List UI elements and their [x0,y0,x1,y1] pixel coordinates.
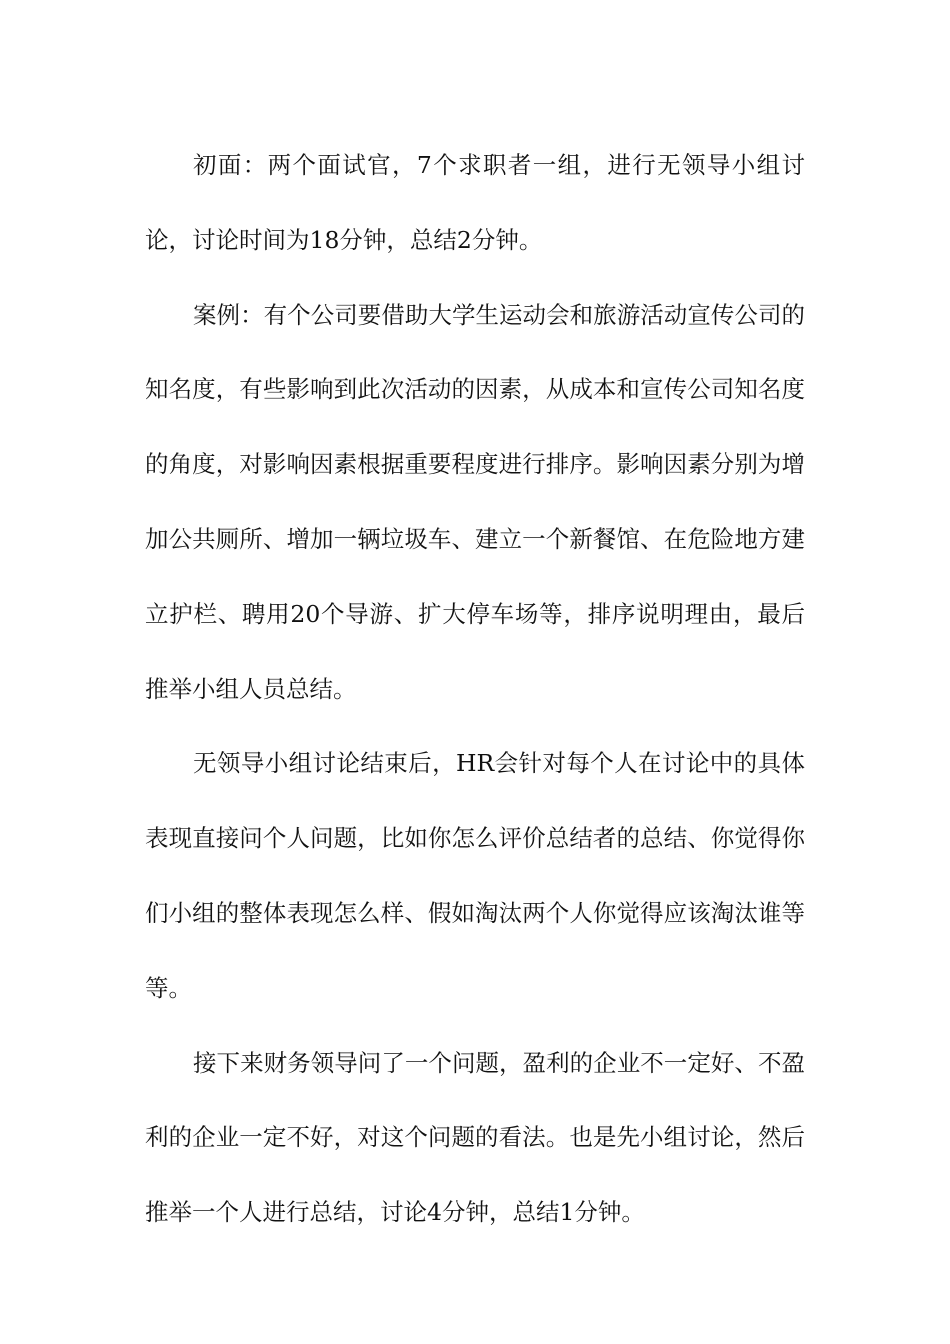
document-body [145,128,805,1250]
paragraph-finance-question: 接下来财务领导问了一个问题，盈利的企业不一定好、不盈利的企业一定不好，对这个问题的看法。也是先小组讨论，然后推举一个人进行总结，讨论4分钟，总结1分钟。 [145,1048,805,1227]
paragraph-case-study: 案例：有个公司要借助大学生运动会和旅游活动宣传公司的知名度，有些影响到此次活动的因素，从成本和宣传公司知名度的角度，对影响因素根据重要程度进行排序。影响因素分别为增加公共厕所、增加一辆垃圾车、建立一个新餐馆、在危险地方建立护栏、聘用20个导游、扩大停车场等，排序说明理由，最后推举小组人员总结。 [145,300,805,703]
paragraph-hr-questions: 无领导小组讨论结束后，HR会针对每个人在讨论中的具体表现直接问个人问题，比如你怎么评价总结者的总结、你觉得你们小组的整体表现怎么样、假如淘汰两个人你觉得应该淘汰谁等等。 [145,749,805,1002]
paragraph-interview-format: 初面：两个面试官，7个求职者一组，进行无领导小组讨论，讨论时间为18分钟，总结2分钟。 [145,151,805,254]
